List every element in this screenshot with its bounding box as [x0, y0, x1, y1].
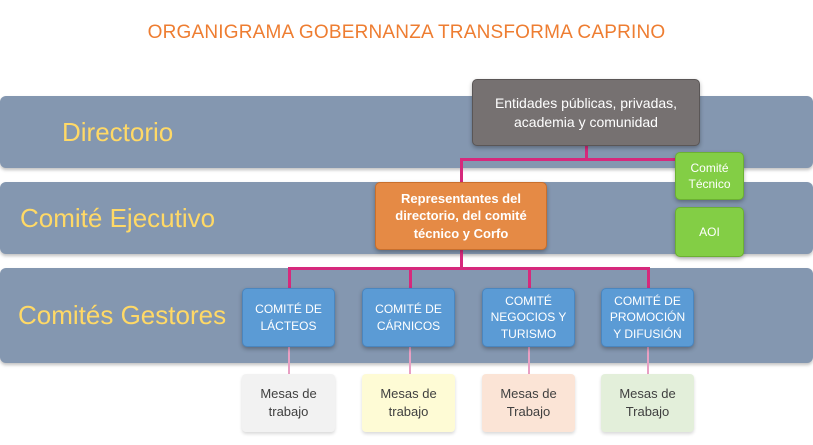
connector-to-comite-2: [409, 267, 412, 288]
node-mesa-promocion-difusion: Mesas de Trabajo: [601, 374, 694, 432]
node-mesa-negocios-turismo: Mesas de Trabajo: [482, 374, 575, 432]
node-comite-lacteos: COMITÉ DE LÁCTEOS: [242, 288, 335, 347]
node-mesa-lacteos: Mesas de trabajo: [242, 374, 335, 432]
connector-to-comite-3: [528, 267, 531, 288]
connector-mesa-3: [528, 347, 530, 375]
connector-mesa-4: [647, 347, 649, 375]
connector-mesa-1: [288, 347, 290, 375]
node-entidades: Entidades públicas, privadas, academia y comunidad: [472, 79, 700, 146]
band-label-directorio: Directorio: [62, 117, 174, 147]
node-representantes: Representantes del directorio, del comité técnico y Corfo: [375, 182, 547, 250]
node-mesa-carnicos: Mesas de trabajo: [362, 374, 455, 432]
connector-to-representantes: [460, 158, 463, 182]
connector-mesa-2: [409, 347, 411, 375]
node-comite-carnicos: COMITÉ DE CÁRNICOS: [362, 288, 455, 347]
connector-to-comite-4: [647, 267, 650, 288]
node-aoi: AOI: [675, 207, 744, 257]
connector-gestores-horizontal: [288, 267, 650, 270]
connector-top-horizontal: [460, 158, 711, 161]
connector-to-comite-1: [288, 267, 291, 288]
page-title: ORGANIGRAMA GOBERNANZA TRANSFORMA CAPRINO: [147, 22, 666, 43]
node-comite-tecnico: Comité Técnico: [675, 152, 744, 200]
band-label-comite-ejecutivo: Comité Ejecutivo: [20, 203, 216, 233]
band-label-comites-gestores: Comités Gestores: [18, 300, 227, 330]
node-comite-promocion-difusion: COMITÉ DE PROMOCIÓN Y DIFUSIÓN: [601, 288, 694, 347]
node-comite-negocios-turismo: COMITÉ NEGOCIOS Y TURISMO: [482, 288, 575, 347]
